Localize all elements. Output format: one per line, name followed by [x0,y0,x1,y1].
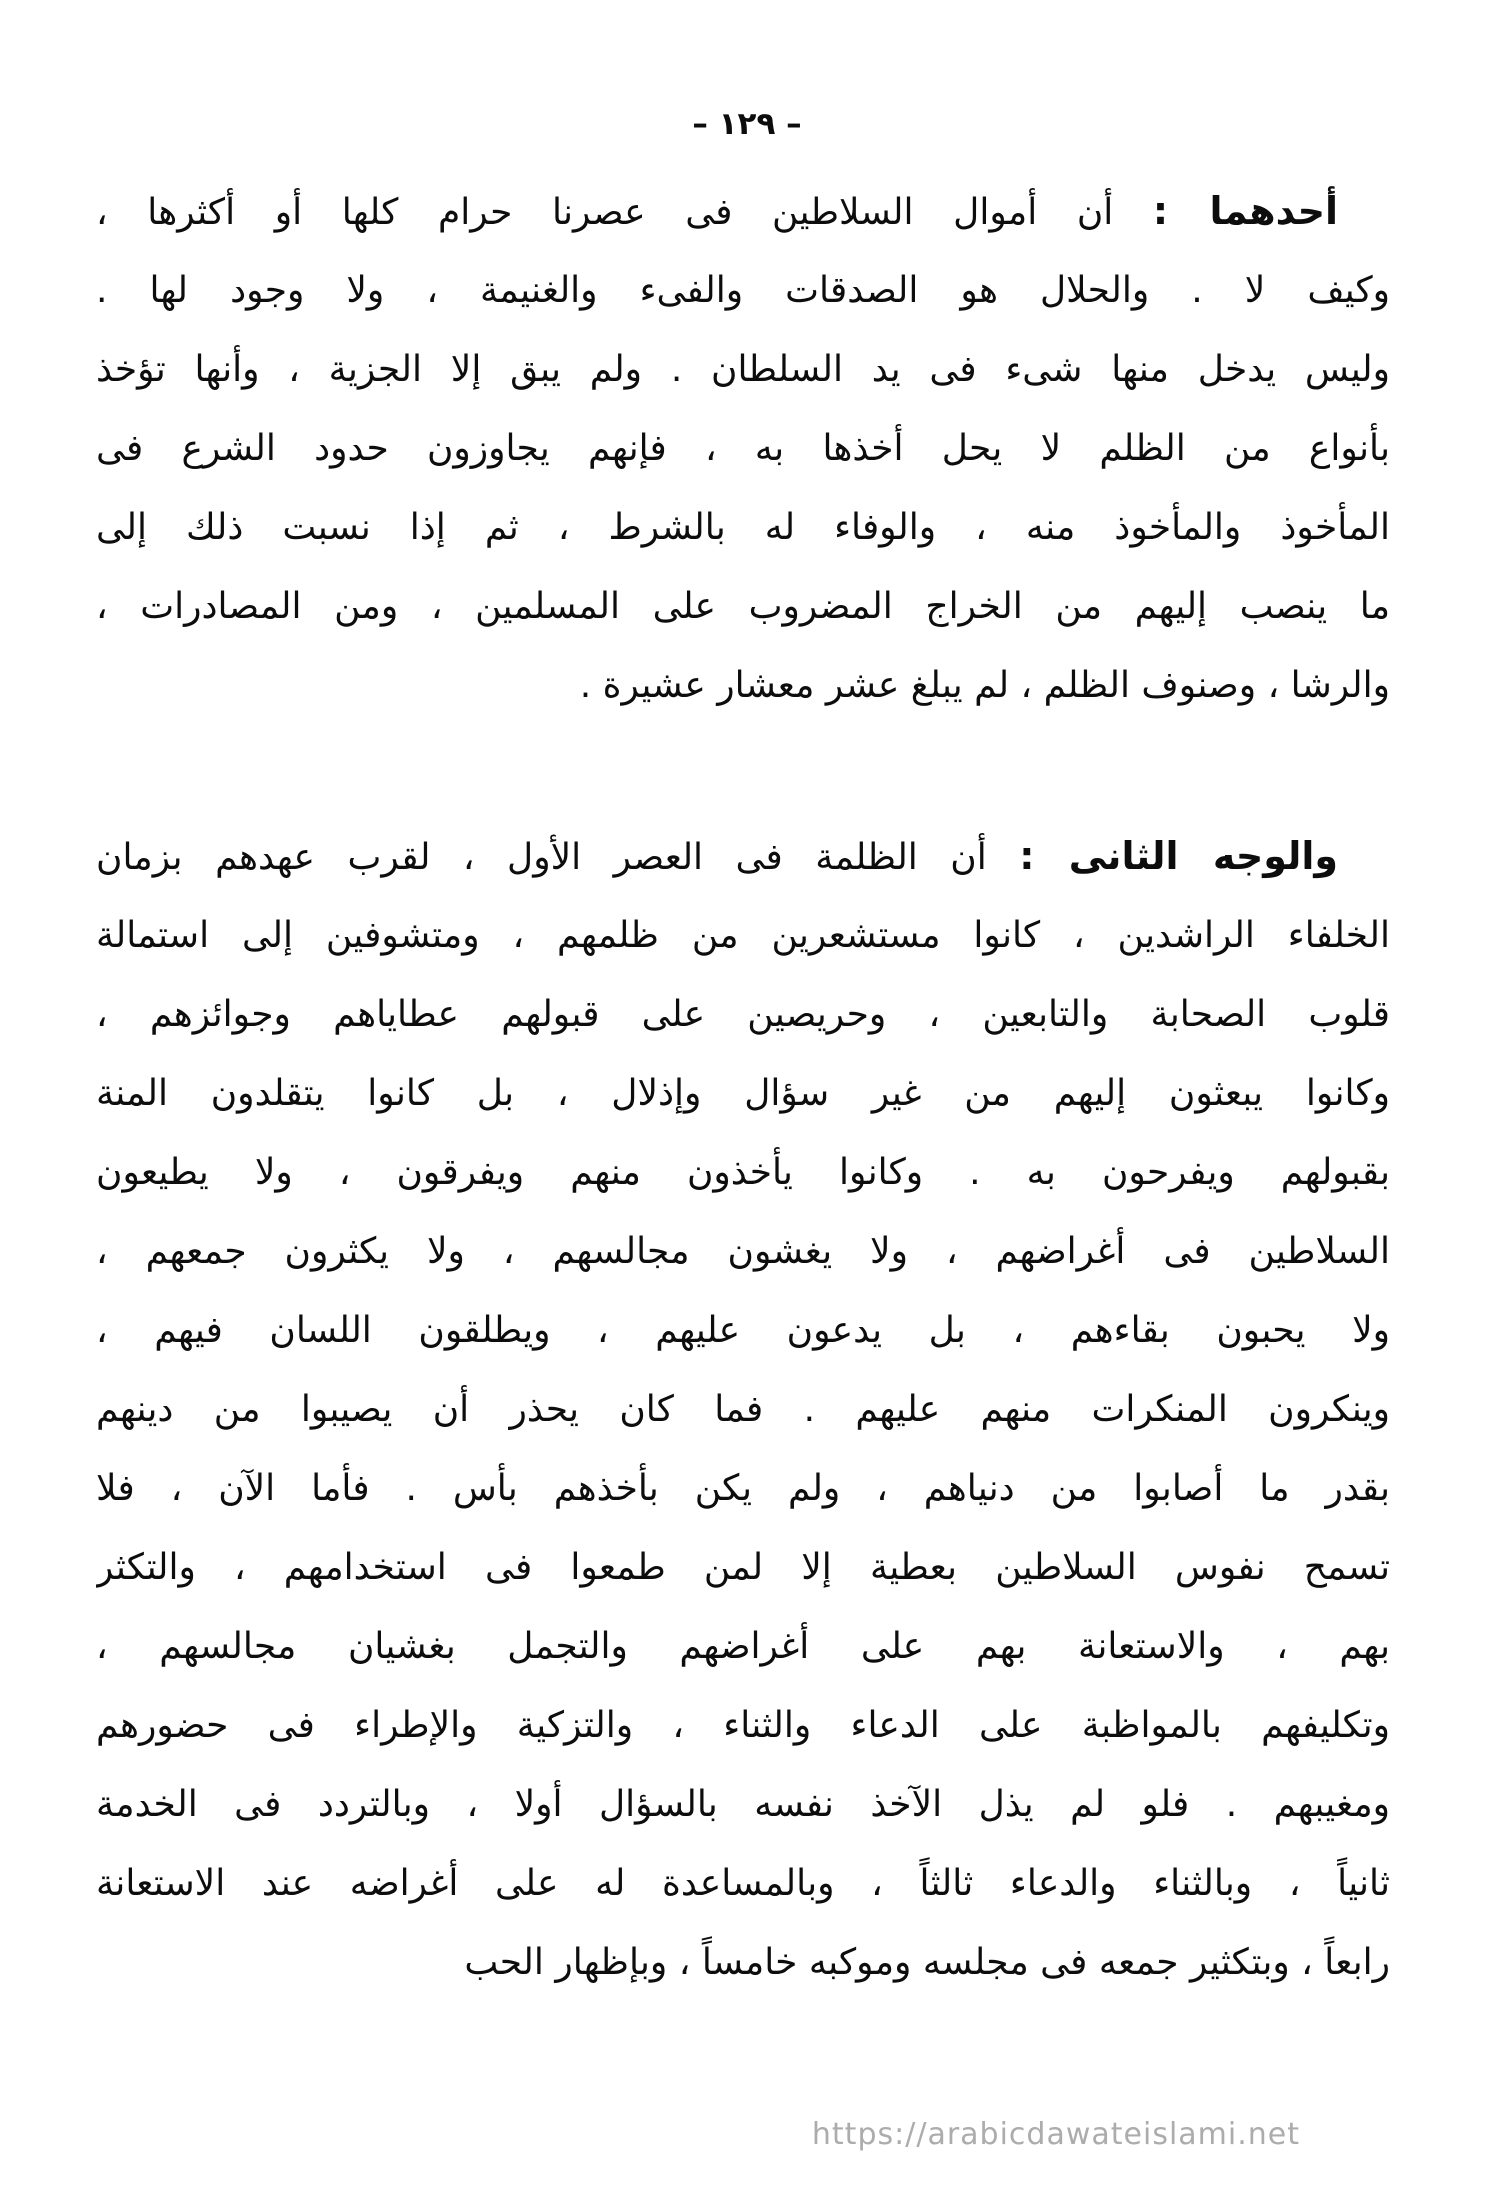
text-line: المأخوذ والمأخوذ منه ، والوفاء له بالشرط ، ثم إذا نسبت ذلك إلى [96,507,1390,548]
text-line: رابعاً ، وبتكثير جمعه فى مجلسه وموكبه خامساً ، وبإظهار الحب [464,1942,1390,1983]
text-line: السلاطين فى أغراضهم ، ولا يغشون مجالسهم ، ولا يكثرون جمعهم ، [96,1231,1390,1272]
page-number: – ١٢٩ – [692,106,802,142]
paragraph [96,817,1390,2002]
paragraph-first-line [96,172,1390,251]
watermark-url: https://arabicdawateislami.net [811,2117,1300,2152]
text-line: بقبولهم ويفرحون به . وكانوا يأخذون منهم ويفرقون ، ولا يطيعون [96,1152,1390,1193]
text-line: وليس يدخل منها شىء فى يد السلطان . ولم يبق إلا الجزية ، وأنها تؤخذ [96,349,1390,390]
text-line: قلوب الصحابة والتابعين ، وحريصين على قبولهم عطاياهم وجوائزهم ، [96,994,1390,1035]
text-line: وتكليفهم بالمواظبة على الدعاء والثناء ، والتزكية والإطراء فى حضورهم [96,1705,1390,1746]
text-line: الخلفاء الراشدين ، كانوا مستشعرين من ظلمهم ، ومتشوفين إلى استمالة [96,915,1390,956]
text-line: وكانوا يبعثون إليهم من غير سؤال وإذلال ، بل كانوا يتقلدون المنة [96,1073,1390,1114]
paragraph-first-line [96,817,1390,896]
text-line: ومغيبهم . فلو لم يذل الآخذ نفسه بالسؤال أولا ، وبالتردد فى الخدمة [96,1784,1390,1825]
paragraph-lead-word: والوجه الثانى : [1019,834,1338,878]
paragraph-lead-word: أحدهما : [1152,189,1338,233]
document-body [96,172,1390,2002]
text-line: والرشا ، وصنوف الظلم ، لم يبلغ عشر معشار عشيرة . [579,665,1390,706]
text-line: وكيف لا . والحلال هو الصدقات والفىء والغنيمة ، ولا وجود لها . [96,270,1390,311]
text-line: بهم ، والاستعانة بهم على أغراضهم والتجمل بغشيان مجالسهم ، [96,1626,1390,1667]
paragraph-first-line-rest: أن الظلمة فى العصر الأول ، لقرب عهدهم بزمان [96,837,1020,878]
text-line: بقدر ما أصابوا من دنياهم ، ولم يكن بأخذهم بأس . فأما الآن ، فلا [96,1468,1390,1509]
text-line: بأنواع من الظلم لا يحل أخذها به ، فإنهم يجاوزون حدود الشرع فى [96,428,1390,469]
paragraph-first-line-rest: أن أموال السلاطين فى عصرنا حرام كلها أو أكثرها ، [96,192,1153,233]
paragraph [96,172,1390,725]
text-line: ما ينصب إليهم من الخراج المضروب على المسلمين ، ومن المصادرات ، [96,586,1390,627]
text-line: تسمح نفوس السلاطين بعطية إلا لمن طمعوا فى استخدامهم ، والتكثر [96,1547,1390,1588]
text-line: ولا يحبون بقاءهم ، بل يدعون عليهم ، ويطلقون اللسان فيهم ، [96,1310,1390,1351]
text-line: ثانياً ، وبالثناء والدعاء ثالثاً ، وبالمساعدة له على أغراضه عند الاستعانة [96,1863,1390,1904]
text-line: وينكرون المنكرات منهم عليهم . فما كان يحذر أن يصيبوا من دينهم [96,1389,1390,1430]
